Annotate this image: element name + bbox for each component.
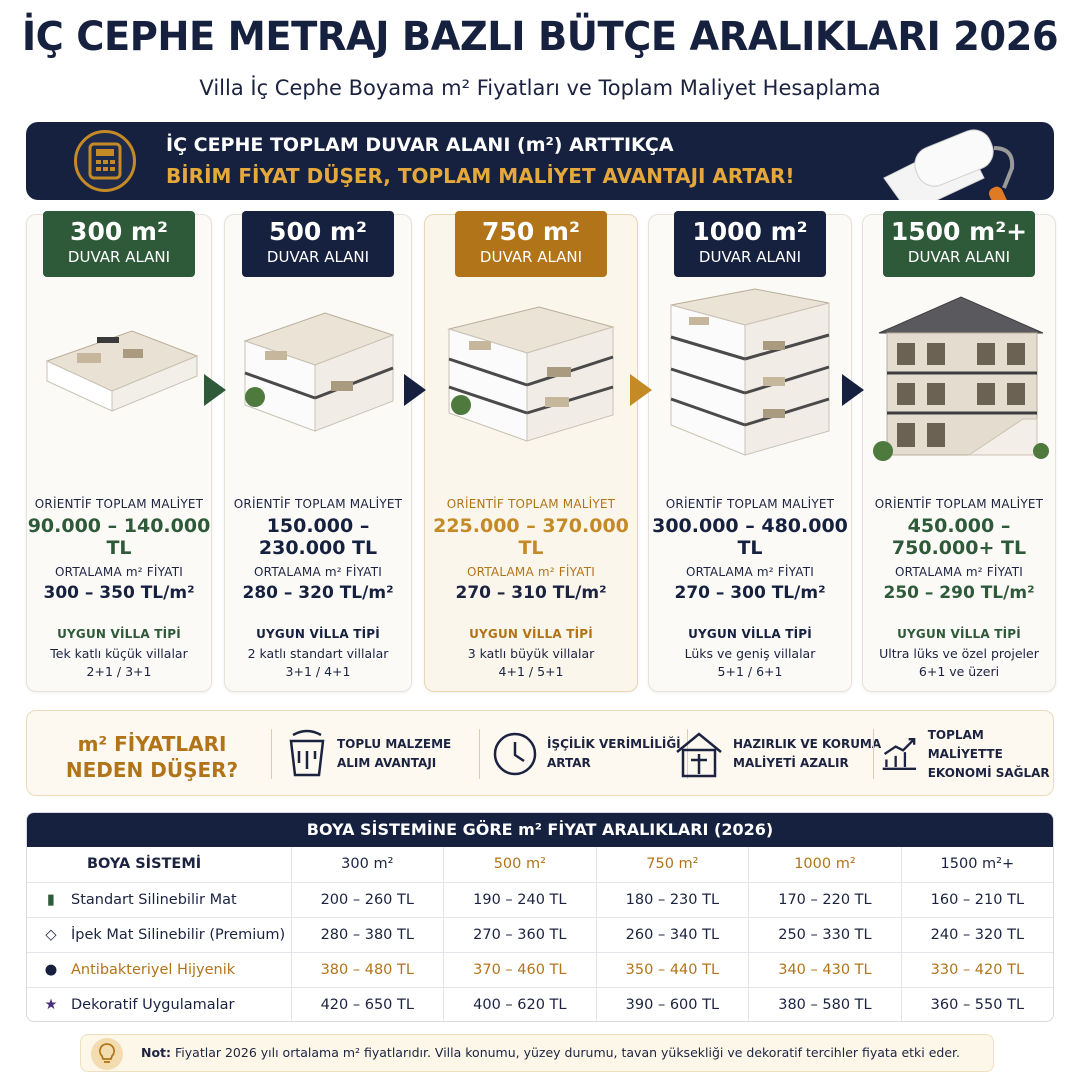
house-icon xyxy=(673,730,725,778)
card-area-label: DUVAR ALANI xyxy=(266,248,370,266)
why-item-text: ARTAR xyxy=(547,756,591,770)
footnote xyxy=(80,1034,994,1072)
card-area-label: DUVAR ALANI xyxy=(698,248,802,266)
table-row-name xyxy=(27,882,291,917)
why-item-text: HAZIRLIK VE KORUMA xyxy=(733,737,882,751)
card-area: 1000 m² xyxy=(692,217,808,246)
total-cost-label: ORİENTİF TOPLAM MALİYET xyxy=(446,497,616,511)
drop-icon: ● xyxy=(44,961,58,978)
table-row xyxy=(27,987,1053,1022)
table-cell: 170 – 220 TL xyxy=(749,882,902,917)
card-villa-type xyxy=(649,645,851,681)
table-header-cell: BOYA SİSTEMİ xyxy=(27,847,291,882)
villa-type-label: UYGUN VİLLA TİPİ xyxy=(57,627,181,641)
villa-type-text: Lüks ve geniş villalar xyxy=(684,646,816,661)
card-total-cost: 90.000 – 140.000 TL xyxy=(27,515,211,559)
why-item-text: MALİYETİ AZALIR xyxy=(733,756,849,770)
house-illustration xyxy=(235,301,403,441)
paint-system-name: Antibakteriyel Hijyenik xyxy=(71,961,236,978)
villa-type-label: UYGUN VİLLA TİPİ xyxy=(688,627,812,641)
table-cell: 280 – 380 TL xyxy=(291,917,444,952)
table-header-cell: 1500 m²+ xyxy=(901,847,1053,882)
clock-icon xyxy=(491,730,539,778)
table-cell: 360 – 550 TL xyxy=(930,996,1025,1013)
card-area: 1500 m²+ xyxy=(890,217,1028,246)
table-cell: 260 – 340 TL xyxy=(596,917,749,952)
table-cell: 250 – 330 TL xyxy=(749,917,902,952)
card-header xyxy=(455,211,607,277)
budget-cards xyxy=(26,214,1056,692)
paint-roller-icon xyxy=(854,122,1034,200)
card-villa-type xyxy=(27,645,211,681)
why-item-text: TOPLU MALZEME xyxy=(337,737,452,751)
avg-price-label: ORTALAMA m² FİYATI xyxy=(686,565,814,579)
table-row xyxy=(27,917,1053,952)
chart-up-icon xyxy=(879,734,920,774)
table-cell: 340 – 430 TL xyxy=(749,952,902,987)
card-avg-price: 270 – 300 TL/m² xyxy=(674,583,826,603)
table-cell: 330 – 420 TL xyxy=(901,952,1053,987)
table-cell: 400 – 620 TL xyxy=(444,987,597,1022)
card-area-label: DUVAR ALANI xyxy=(479,248,583,266)
card-villa-type xyxy=(225,645,411,681)
star-icon: ★ xyxy=(44,996,58,1013)
house-illustration xyxy=(659,285,843,465)
total-cost-label: ORİENTİF TOPLAM MALİYET xyxy=(665,497,835,511)
table-cell: 240 – 320 TL xyxy=(901,917,1053,952)
card-area-label: DUVAR ALANI xyxy=(907,248,1011,266)
divider xyxy=(873,729,874,779)
table-cell: 370 – 460 TL xyxy=(444,952,597,987)
card-total-cost: 150.000 – 230.000 TL xyxy=(258,515,378,559)
footnote-label: Not: xyxy=(141,1045,172,1060)
table-header-cell: 300 m² xyxy=(291,847,444,882)
card-total-cost: 450.000 – 750.000+ TL xyxy=(891,515,1027,559)
table-title: BOYA SİSTEMİNE GÖRE m² FİYAT ARALIKLARI (2026) xyxy=(27,813,1053,847)
budget-card-300 xyxy=(26,214,212,692)
arrow-right-icon xyxy=(842,374,864,406)
table-cell: 380 – 580 TL xyxy=(749,987,902,1022)
card-avg-price: 280 – 320 TL/m² xyxy=(242,583,394,603)
avg-price-label: ORTALAMA m² FİYATI xyxy=(467,565,595,579)
table-cell: 160 – 210 TL xyxy=(901,882,1053,917)
why-item-text: TOPLAM MALİYETTE xyxy=(927,727,1003,761)
why-item-total-savings xyxy=(879,725,1053,783)
card-total-cost: 300.000 – 480.000 TL xyxy=(652,515,848,559)
arrow-right-icon xyxy=(404,374,426,406)
card-area: 300 m² xyxy=(70,217,168,246)
card-avg-price: 250 – 290 TL/m² xyxy=(883,583,1035,603)
house-illustration xyxy=(435,301,629,451)
total-cost-label: ORİENTİF TOPLAM MALİYET xyxy=(34,497,204,511)
villa-rooms-text: 6+1 ve üzeri xyxy=(918,664,1000,679)
why-prices-drop-panel xyxy=(26,710,1054,796)
villa-type-text: Ultra lüks ve özel projeler xyxy=(879,646,1039,661)
budget-card-750 xyxy=(424,214,638,692)
card-avg-price: 300 – 350 TL/m² xyxy=(43,583,195,603)
house-illustration xyxy=(873,291,1049,471)
table-cell: 420 – 650 TL xyxy=(291,987,444,1022)
card-header xyxy=(43,211,195,277)
paint-system-name: Standart Silinebilir Mat xyxy=(71,891,237,908)
why-title: m² FİYATLARI NEDEN DÜŞER? xyxy=(65,732,239,782)
villa-rooms-text: 4+1 / 5+1 xyxy=(498,664,564,679)
arrow-right-icon xyxy=(630,374,652,406)
table-cell: 180 – 230 TL xyxy=(596,882,749,917)
table-cell: 380 – 480 TL xyxy=(291,952,444,987)
villa-type-text: 3 katlı büyük villalar xyxy=(467,646,595,661)
table-row-name xyxy=(27,952,291,987)
villa-type-label: UYGUN VİLLA TİPİ xyxy=(469,627,593,641)
table-row-name xyxy=(27,987,291,1022)
card-header xyxy=(242,211,394,277)
why-item-labor-efficiency xyxy=(491,725,681,783)
villa-type-text: Tek katlı küçük villalar xyxy=(50,646,188,661)
table-header-row xyxy=(27,847,1053,882)
lightbulb-icon xyxy=(91,1038,123,1070)
card-area-label: DUVAR ALANI xyxy=(67,248,171,266)
avg-price-label: ORTALAMA m² FİYATI xyxy=(55,565,183,579)
total-cost-label: ORİENTİF TOPLAM MALİYET xyxy=(874,497,1044,511)
card-villa-type xyxy=(425,645,637,681)
card-area: 500 m² xyxy=(269,217,367,246)
budget-card-500 xyxy=(224,214,412,692)
banner-line-2: BİRİM FİYAT DÜŞER, TOPLAM MALİYET AVANTAJI ARTAR! xyxy=(166,164,795,188)
why-item-preparation xyxy=(673,725,881,783)
why-item-text: İŞÇİLİK VERİMLİLİĞİ xyxy=(547,737,681,751)
villa-type-text: 2 katlı standart villalar xyxy=(247,646,389,661)
house-illustration xyxy=(37,301,203,421)
price-table xyxy=(27,847,1053,1022)
card-area: 750 m² xyxy=(482,217,580,246)
why-item-text: EKONOMİ SAĞLAR xyxy=(927,765,1050,780)
table-cell: 190 – 240 TL xyxy=(444,882,597,917)
banner-line-1: İÇ CEPHE TOPLAM DUVAR ALANI (m²) ARTTIKÇA xyxy=(166,134,674,156)
table-cell: 390 – 600 TL xyxy=(596,987,749,1022)
table-row xyxy=(27,882,1053,917)
villa-rooms-text: 5+1 / 6+1 xyxy=(717,664,783,679)
why-item-text: ALIM AVANTAJI xyxy=(337,756,437,770)
divider xyxy=(479,729,480,779)
avg-price-label: ORTALAMA m² FİYATI xyxy=(254,565,382,579)
table-cell: 350 – 440 TL xyxy=(596,952,749,987)
card-header xyxy=(674,211,826,277)
table-row xyxy=(27,952,1053,987)
table-cell: 270 – 360 TL xyxy=(444,917,597,952)
footnote-body: Fiyatlar 2026 yılı ortalama m² fiyatlarıdır. Villa konumu, yüzey durumu, tavan yüksekliği ve dekoratif tercihler fiyata etki eder. xyxy=(175,1045,961,1060)
budget-card-1000 xyxy=(648,214,852,692)
villa-rooms-text: 2+1 / 3+1 xyxy=(86,664,152,679)
page-subtitle: Villa İç Cephe Boyama m² Fiyatları ve Toplam Maliyet Hesaplama xyxy=(199,76,881,100)
budget-card-1500 xyxy=(862,214,1056,692)
card-avg-price: 270 – 310 TL/m² xyxy=(455,583,607,603)
table-cell: 200 – 260 TL xyxy=(291,882,444,917)
villa-type-label: UYGUN VİLLA TİPİ xyxy=(897,627,1021,641)
paint-roller-icon: ▮ xyxy=(47,891,55,908)
calculator-icon xyxy=(74,130,136,192)
table-header-cell: 1000 m² xyxy=(749,847,902,882)
villa-rooms-text: 3+1 / 4+1 xyxy=(285,664,351,679)
arrow-right-icon xyxy=(204,374,226,406)
card-header xyxy=(883,211,1035,277)
why-item-bulk-purchase xyxy=(285,725,451,783)
avg-price-label: ORTALAMA m² FİYATI xyxy=(895,565,1023,579)
paint-system-name: Dekoratif Uygulamalar xyxy=(71,996,235,1013)
card-total-cost: 225.000 – 370.000 TL xyxy=(433,515,629,559)
paint-system-name: İpek Mat Silinebilir (Premium) xyxy=(71,926,286,943)
divider xyxy=(271,729,272,779)
table-header-cell: 500 m² xyxy=(444,847,597,882)
footnote-text xyxy=(141,1045,960,1060)
paint-system-price-table xyxy=(26,812,1054,1022)
paint-bucket-icon xyxy=(285,729,329,779)
card-villa-type xyxy=(863,645,1055,681)
page-title: İÇ CEPHE METRAJ BAZLI BÜTÇE ARALIKLARI 2026 xyxy=(21,14,1059,60)
villa-type-label: UYGUN VİLLA TİPİ xyxy=(256,627,380,641)
info-banner xyxy=(26,122,1054,200)
diamond-icon: ◇ xyxy=(45,926,57,943)
table-row-name xyxy=(27,917,291,952)
table-header-cell: 750 m² xyxy=(596,847,749,882)
total-cost-label: ORİENTİF TOPLAM MALİYET xyxy=(233,497,403,511)
